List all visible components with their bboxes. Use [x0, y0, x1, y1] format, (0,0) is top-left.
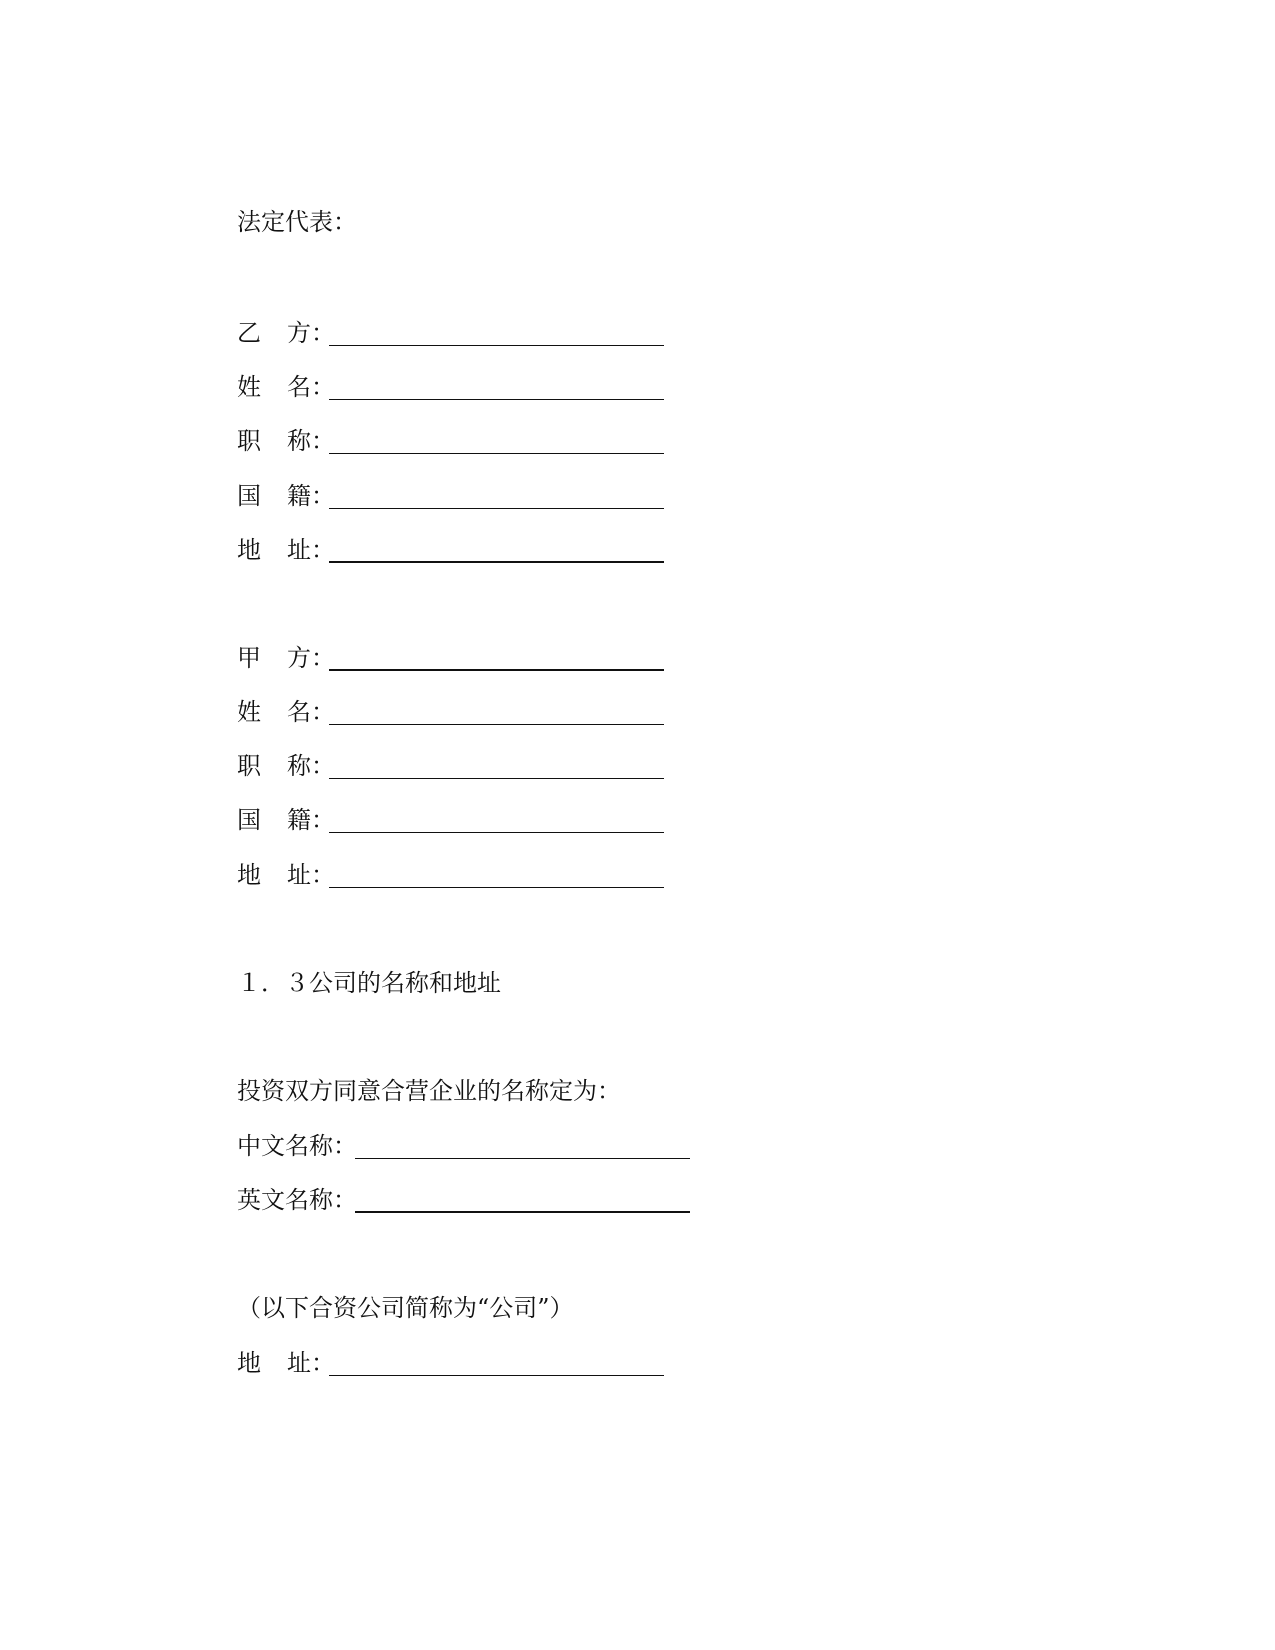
- colon: ：: [311, 319, 335, 347]
- label-char: 姓: [237, 373, 261, 401]
- label-char: 名: [287, 373, 311, 401]
- label-char: 姓: [237, 698, 261, 726]
- label-char: 址: [287, 1349, 311, 1377]
- english-name-label: 英文名称：: [237, 1186, 357, 1214]
- company-address-row: [237, 1348, 664, 1378]
- party-a-field[interactable]: [329, 647, 664, 671]
- label-char: 方: [287, 644, 311, 672]
- label-char: 地: [237, 861, 261, 889]
- party-b-name-field[interactable]: [329, 377, 664, 400]
- colon: ：: [311, 536, 335, 564]
- chinese-name-label: 中文名称：: [237, 1132, 357, 1160]
- label-char: 籍: [287, 806, 311, 834]
- party-b-nationality-row: [237, 481, 664, 511]
- party-b-name-row: [237, 372, 664, 402]
- chinese-name-row: [237, 1131, 690, 1161]
- label-char: 职: [237, 752, 261, 780]
- colon: ：: [311, 861, 335, 889]
- company-address-field[interactable]: [329, 1353, 664, 1376]
- colon: ：: [311, 698, 335, 726]
- party-a-title-row: [237, 751, 664, 781]
- label-char: 地: [237, 536, 261, 564]
- party-b-address-field[interactable]: [329, 539, 664, 563]
- party-b-nationality-field[interactable]: [329, 486, 664, 509]
- party-a-nationality-row: [237, 805, 664, 835]
- party-b-field[interactable]: [329, 323, 664, 346]
- party-a-address-row: [237, 860, 664, 890]
- label-char: 称: [287, 427, 311, 455]
- colon: ：: [311, 752, 335, 780]
- colon: ：: [311, 373, 335, 401]
- label-char: 乙: [237, 319, 261, 347]
- section-heading: １．３公司的名称和地址: [237, 969, 501, 997]
- party-a-name-row: [237, 697, 664, 727]
- label-char: 甲: [237, 644, 261, 672]
- party-a-address-field[interactable]: [329, 865, 664, 888]
- party-a-nationality-field[interactable]: [329, 810, 664, 833]
- label-char: 方: [287, 319, 311, 347]
- label-char: 地: [237, 1349, 261, 1377]
- company-name-intro: 投资双方同意合营企业的名称定为：: [237, 1077, 621, 1105]
- colon: ：: [311, 1349, 335, 1377]
- party-a-row: [237, 643, 664, 673]
- party-a-name-field[interactable]: [329, 702, 664, 725]
- colon: ：: [311, 427, 335, 455]
- colon: ：: [311, 482, 335, 510]
- english-name-field[interactable]: [355, 1189, 690, 1213]
- party-b-address-row: [237, 535, 664, 565]
- label-char: 国: [237, 806, 261, 834]
- label-char: 称: [287, 752, 311, 780]
- party-b-title-field[interactable]: [329, 431, 664, 454]
- party-b-row: [237, 318, 664, 348]
- label-char: 国: [237, 482, 261, 510]
- label-char: 名: [287, 698, 311, 726]
- colon: ：: [311, 644, 335, 672]
- label-char: 址: [287, 536, 311, 564]
- label-char: 职: [237, 427, 261, 455]
- colon: ：: [311, 806, 335, 834]
- party-b-title-row: [237, 426, 664, 456]
- chinese-name-field[interactable]: [355, 1136, 690, 1159]
- label-char: 籍: [287, 482, 311, 510]
- english-name-row: [237, 1185, 690, 1215]
- label-char: 址: [287, 861, 311, 889]
- abbreviation-note: （以下合资公司简称为“公司”）: [237, 1294, 574, 1322]
- party-a-title-field[interactable]: [329, 756, 664, 779]
- legal-representative-label: 法定代表：: [237, 208, 357, 236]
